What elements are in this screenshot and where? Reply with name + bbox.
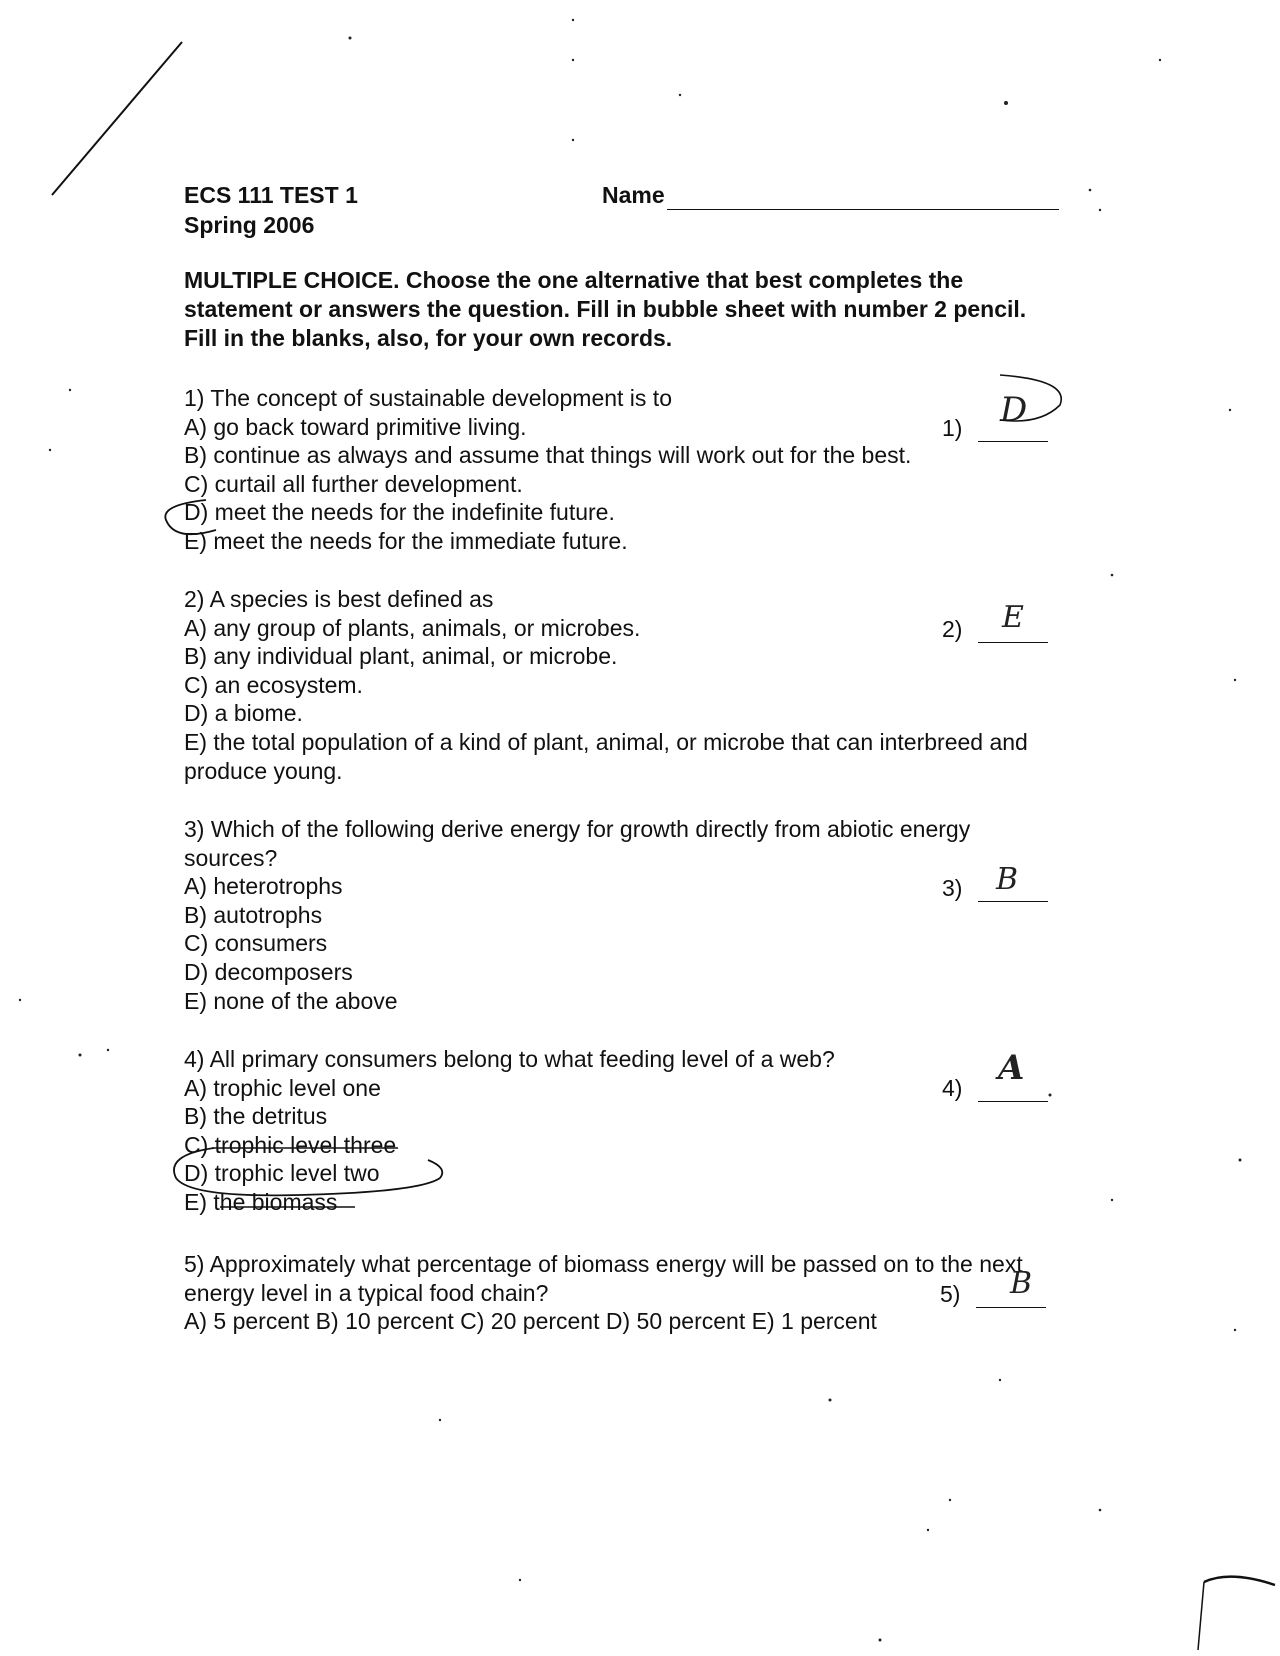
- option-a: A) go back toward primitive living.: [184, 413, 527, 440]
- option-e: E) none of the above: [184, 987, 398, 1014]
- pen-stroke-top-left: [52, 42, 182, 195]
- option-c: C) an ecosystem.: [184, 671, 363, 698]
- name-field: [602, 180, 1059, 210]
- question-1: [184, 384, 1064, 556]
- question-4: [184, 1045, 1064, 1217]
- instructions: MULTIPLE CHOICE. Choose the one alternative that best completes the statement or answers the question. Fill in bubble sheet with number 2 pencil. Fill in the blanks, also, for your own records.: [184, 267, 1027, 351]
- option-b: B) autotrophs: [184, 901, 323, 928]
- option-d: D) trophic level two: [184, 1160, 380, 1187]
- question-stem: 4) All primary consumers belong to what feeding level of a web?: [184, 1046, 835, 1072]
- option-e: E) meet the needs for the immediate future.: [184, 527, 628, 554]
- option-a: A) any group of plants, animals, or microbes.: [184, 614, 641, 641]
- answer-blank-1: 1): [942, 414, 1048, 442]
- option-d: D) decomposers: [184, 958, 353, 985]
- option-a: A) heterotrophs: [184, 873, 343, 900]
- handwritten-answer-5: B: [1010, 1266, 1033, 1301]
- answer-blank-2: 2): [942, 615, 1048, 643]
- option-e: E) the biomass: [184, 1188, 338, 1215]
- question-5: [184, 1250, 1064, 1336]
- question-stem: 2) A species is best defined as: [184, 586, 494, 612]
- question-3: [184, 815, 1064, 1015]
- option-e: E) the total population of a kind of plant, animal, or microbe that can interbreed and produce young.: [184, 728, 1028, 784]
- option-c: C) curtail all further development.: [184, 470, 523, 497]
- course-title: ECS 111 TEST 1: [184, 182, 358, 208]
- question-stem: 1) The concept of sustainable development is to: [184, 385, 672, 411]
- option-d: D) a biome.: [184, 700, 303, 727]
- question-2: [184, 585, 1064, 785]
- question-stem: 5) Approximately what percentage of biomass energy will be passed on to the next energy level in a typical food chain?: [184, 1251, 1023, 1306]
- option-b: B) any individual plant, animal, or microbe.: [184, 643, 618, 670]
- exam-term: Spring 2006: [184, 212, 315, 238]
- option-b: B) continue as always and assume that things will work out for the best.: [184, 442, 912, 469]
- handwritten-answer-4: A: [998, 1048, 1025, 1088]
- pen-stroke-bottom-right-2: [1198, 1582, 1204, 1650]
- answer-blank-3: 3): [942, 874, 1048, 902]
- handwritten-answer-1: D: [1000, 390, 1028, 430]
- exam-header: [184, 180, 358, 240]
- pen-stroke-bottom-right: [1204, 1577, 1275, 1585]
- option-d: D) meet the needs for the indefinite future.: [184, 499, 615, 526]
- answer-blank-4: 4): [942, 1074, 1048, 1102]
- option-b: B) the detritus: [184, 1103, 328, 1130]
- option-a: A) trophic level one: [184, 1074, 381, 1101]
- answer-blank-5: 5): [940, 1280, 1046, 1308]
- option-c: C) trophic level three: [184, 1131, 397, 1158]
- handwritten-answer-3: B: [996, 862, 1019, 897]
- name-blank: [667, 185, 1059, 210]
- option-c: C) consumers: [184, 930, 328, 957]
- question-stem: 3) Which of the following derive energy for growth directly from abiotic energy sources?: [184, 816, 971, 871]
- options-inline: A) 5 percent B) 10 percent C) 20 percent D) 50 percent E) 1 percent: [184, 1308, 877, 1335]
- handwritten-answer-2: E: [1002, 600, 1024, 635]
- name-label: Name: [602, 182, 665, 208]
